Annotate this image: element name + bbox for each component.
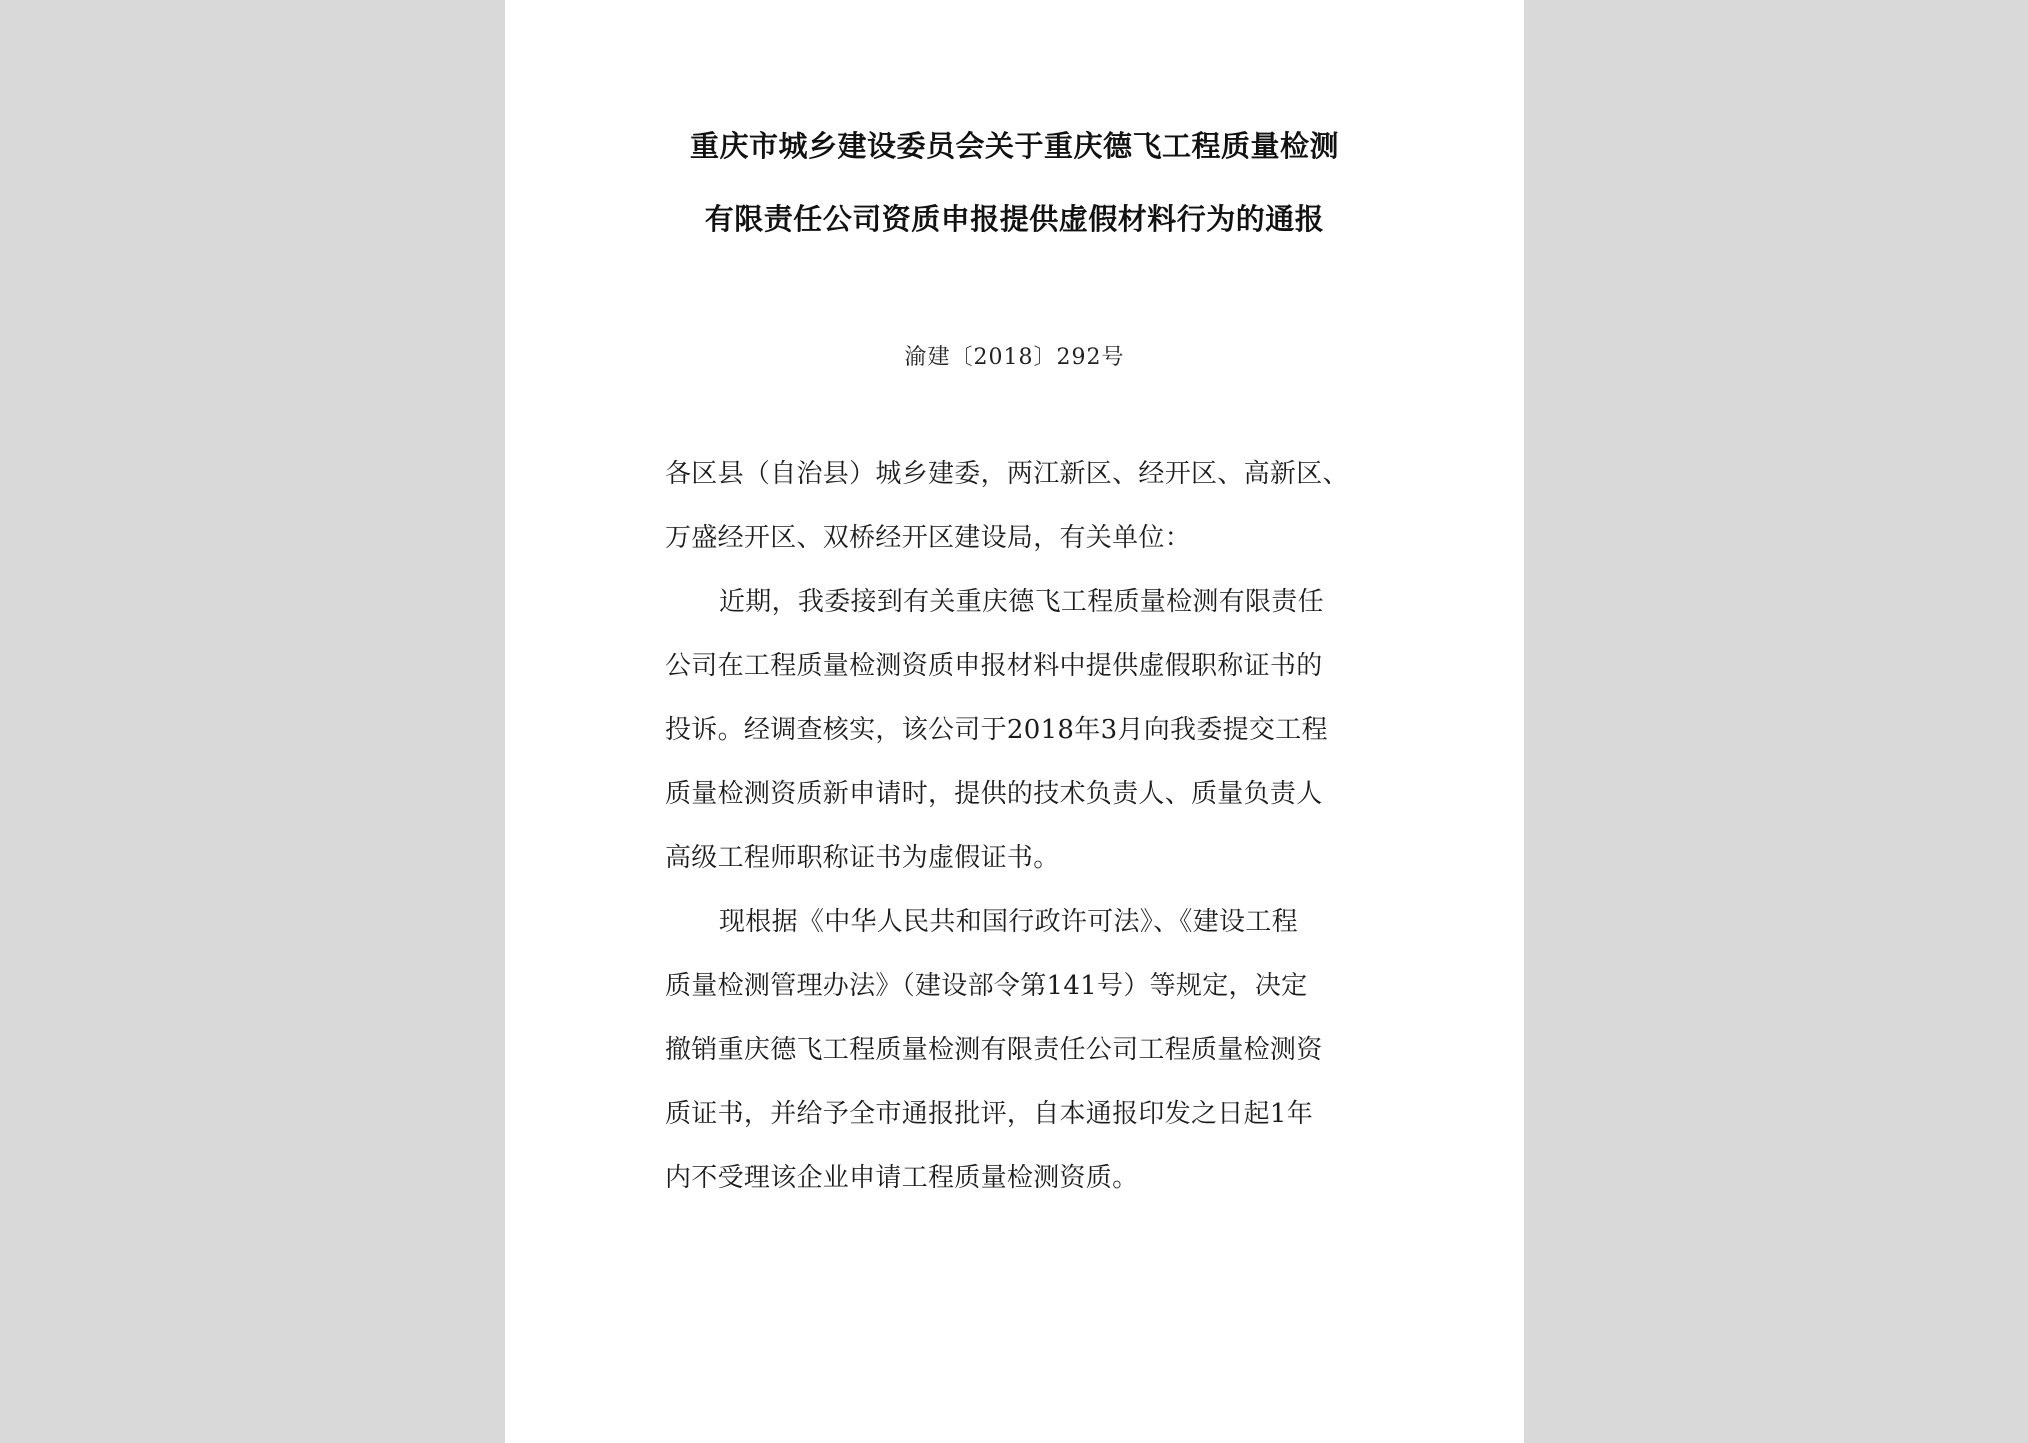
body-line: 内不受理该企业申请工程质量检测资质。 <box>665 1163 1139 1193</box>
document-title-line-2: 有限责任公司资质申报提供虚假材料行为的通报 <box>704 202 1325 236</box>
body-line: 公司在工程质量检测资质申报材料中提供虚假职称证书的 <box>665 651 1323 681</box>
body-line: 撤销重庆德飞工程质量检测有限责任公司工程质量检测资 <box>665 1035 1323 1065</box>
body-line: 近期，我委接到有关重庆德飞工程质量检测有限责任 <box>719 587 1324 617</box>
body-line: 高级工程师职称证书为虚假证书。 <box>665 843 1060 873</box>
body-line: 各区县（自治县）城乡建委，两江新区、经开区、高新区、 <box>665 459 1349 489</box>
body-line: 万盛经开区、双桥经开区建设局，有关单位： <box>665 523 1192 553</box>
body-line: 质量检测资质新申请时，提供的技术负责人、质量负责人 <box>665 779 1323 809</box>
body-line: 质证书，并给予全市通报批评，自本通报印发之日起1年 <box>665 1099 1314 1129</box>
body-line: 现根据《中华人民共和国行政许可法》、《建设工程 <box>719 907 1298 937</box>
document-page <box>505 0 1524 1443</box>
document-title-line-1: 重庆市城乡建设委员会关于重庆德飞工程质量检测 <box>689 129 1339 163</box>
document-number: 渝建〔2018〕292号 <box>904 345 1125 370</box>
body-line: 质量检测管理办法》（建设部令第141号）等规定，决定 <box>665 971 1308 1001</box>
body-line: 投诉。经调查核实，该公司于2018年3月向我委提交工程 <box>665 715 1328 745</box>
